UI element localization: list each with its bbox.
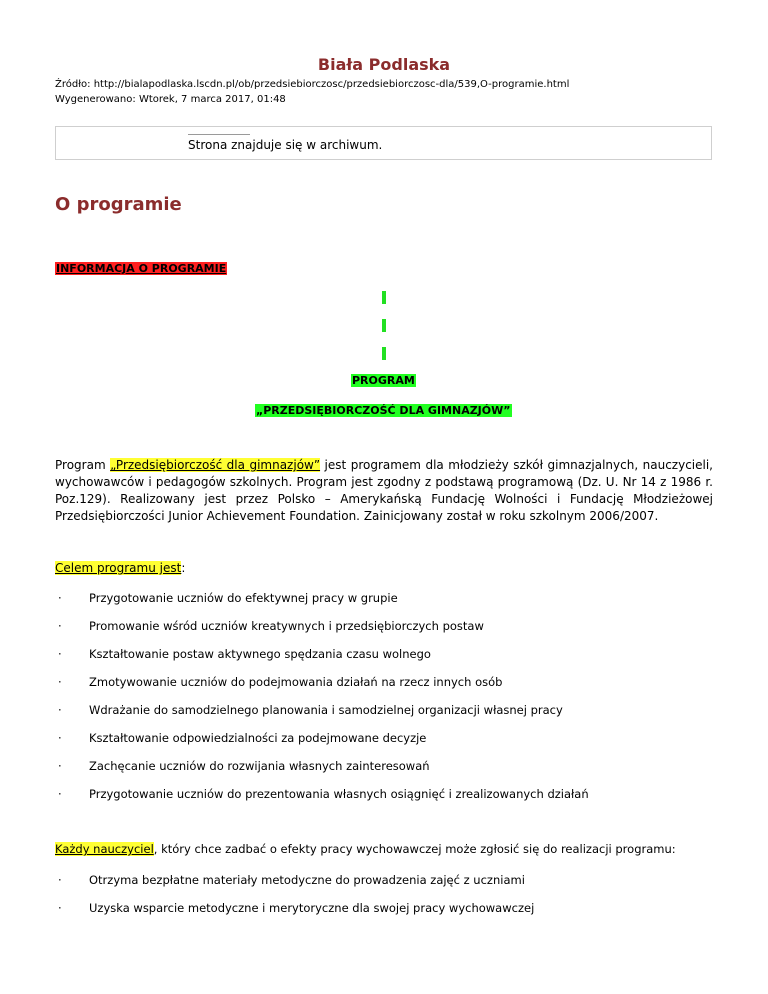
page-meta xyxy=(55,77,768,107)
intro-paragraph xyxy=(55,457,713,525)
list-item xyxy=(55,674,589,702)
bullet: · xyxy=(58,759,62,773)
list-item xyxy=(55,702,589,730)
list-item-text: Otrzyma bezpłatne materiały metodyczne do prowadzenia zajęć z uczniami xyxy=(89,873,525,887)
program-name: „PRZEDSIĘBIORCZOŚĆ DLA GIMNAZJÓW” xyxy=(256,404,511,417)
list-item xyxy=(55,872,534,900)
green-marker xyxy=(382,347,386,360)
bullet: · xyxy=(58,619,62,633)
teacher-heading-highlight: Każdy nauczyciel xyxy=(55,842,154,856)
goals-heading xyxy=(55,561,185,575)
list-item xyxy=(55,758,589,786)
goals-list xyxy=(55,590,589,814)
list-item-text: Przygotowanie uczniów do prezentowania własnych osiągnięć i zrealizowanych działań xyxy=(89,787,589,801)
bullet: · xyxy=(58,591,62,605)
bullet: · xyxy=(58,787,62,801)
list-item xyxy=(55,730,589,758)
program-label: PROGRAM xyxy=(352,374,415,387)
list-item-text: Zachęcanie uczniów do rozwijania własnych zainteresowań xyxy=(89,759,430,773)
goals-heading-highlight: Celem programu jest xyxy=(55,561,182,575)
list-item xyxy=(55,786,589,814)
list-item-text: Wdrażanie do samodzielnego planowania i samodzielnej organizacji własnej pracy xyxy=(89,703,563,717)
teacher-heading-text: , który chce zadbać o efekty pracy wychowawczej może zgłosić się do realizacji programu: xyxy=(153,842,676,856)
archive-notice-box xyxy=(55,126,712,160)
teacher-heading xyxy=(55,842,676,856)
list-item xyxy=(55,900,534,928)
source-line: Źródło: http://bialapodlaska.lscdn.pl/ob/przedsiebiorczosc/przedsiebiorczosc-dla/539,O-programie.html xyxy=(55,79,570,90)
site-title: Biała Podlaska xyxy=(317,55,451,74)
bullet: · xyxy=(58,901,62,915)
list-item-text: Uzyska wsparcie metodyczne i merytoryczne dla swojej pracy wychowawczej xyxy=(89,901,535,915)
bullet: · xyxy=(58,731,62,745)
intro-prefix: Program xyxy=(55,458,111,472)
list-item-text: Kształtowanie postaw aktywnego spędzania czasu wolnego xyxy=(89,647,431,661)
list-item-text: Przygotowanie uczniów do efektywnej pracy w grupie xyxy=(89,591,398,605)
archive-notice: Strona znajduje się w archiwum. xyxy=(188,138,383,152)
list-item xyxy=(55,646,589,674)
list-item-text: Promowanie wśród uczniów kreatywnych i przedsiębiorczych postaw xyxy=(89,619,484,633)
page-title: O programie xyxy=(55,194,182,215)
green-marker xyxy=(382,319,386,332)
bullet: · xyxy=(58,675,62,689)
list-item xyxy=(55,590,589,618)
green-marker xyxy=(382,291,386,304)
goals-heading-suffix: : xyxy=(181,561,186,575)
list-item-text: Zmotywowanie uczniów do podejmowania działań na rzecz innych osób xyxy=(89,675,503,689)
divider xyxy=(188,134,250,135)
list-item xyxy=(55,618,589,646)
section-label: INFORMACJA O PROGRAMIE xyxy=(56,262,227,275)
generated-line: Wygenerowano: Wtorek, 7 marca 2017, 01:48 xyxy=(55,94,286,105)
bullet: · xyxy=(58,703,62,717)
bullet: · xyxy=(58,873,62,887)
program-name-link[interactable]: „Przedsiębiorczość dla gimnazjów” xyxy=(110,458,321,472)
intro-text: jest programem dla młodzieży szkół gimnazjalnych, nauczycieli, wychowawców i pedagogów szkolnych. Program jest zgodny z podstawą programową (Dz. U. Nr 14 z 1986 r. Poz.129). Realizowany jest przez Polsko – Amerykańską Fundację Wolności i Fundację Młodzieżowej Przedsiębiorczości Junior Achievement Foundation. Zainicjowany został w roku szkolnym 2006/2007. xyxy=(55,458,713,523)
benefits-list xyxy=(55,872,534,928)
bullet: · xyxy=(58,647,62,661)
list-item-text: Kształtowanie odpowiedzialności za podejmowane decyzje xyxy=(89,731,427,745)
